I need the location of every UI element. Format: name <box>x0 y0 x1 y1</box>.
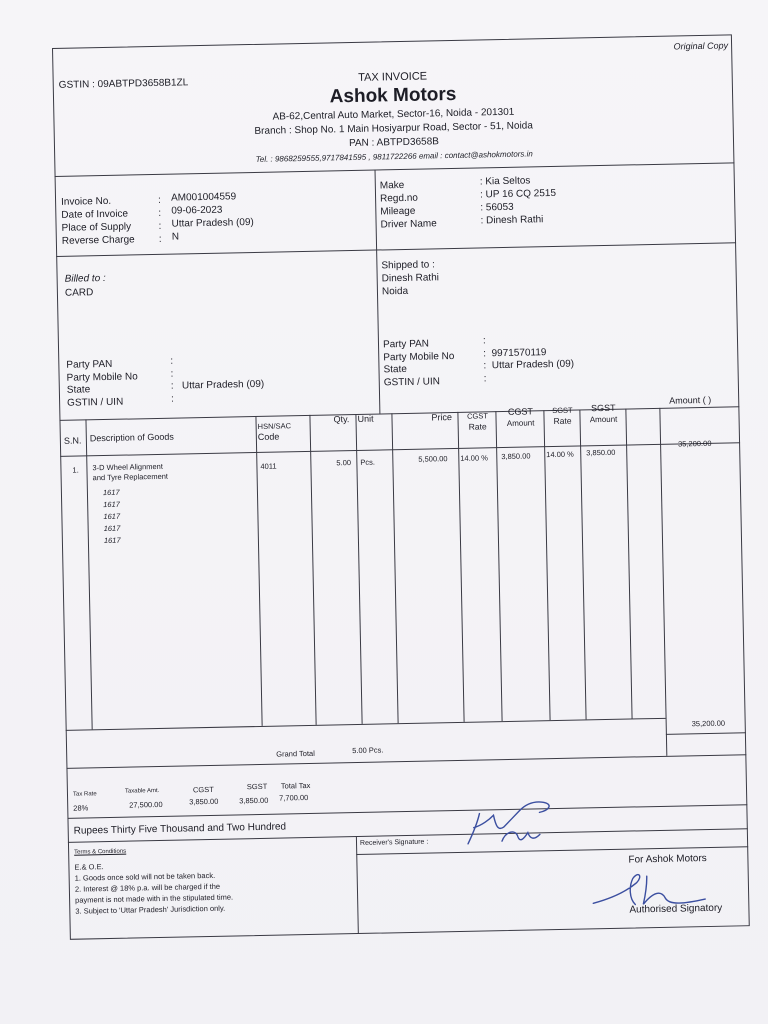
terms-heading: Terms & Conditions <box>74 848 127 856</box>
term-2a: 2. Interest @ 18% p.a. will be charged if the <box>74 881 221 894</box>
company-name: Ashok Motors <box>329 83 457 108</box>
header-unit: Unit <box>357 413 374 424</box>
tax-rate-header: Tax Rate <box>72 791 97 798</box>
shipped-gstin-label: GSTIN / UIN <box>383 375 441 388</box>
driver-name: Dinesh Rathi <box>486 214 544 227</box>
registration-number: UP 16 CQ 2515 <box>485 187 557 201</box>
header-sgst-rate-line2: Rate <box>553 415 572 427</box>
for-company: For Ashok Motors <box>628 853 707 866</box>
invoice-values <box>171 190 254 244</box>
shipped-mobile-label: Party Mobile No <box>383 350 455 363</box>
shipped-to <box>381 258 439 298</box>
shipped-party-values: : : 9971570119 : Uttar Pradesh (09) : <box>482 335 575 384</box>
term-3: 3. Subject to 'Uttar Pradesh' Jurisdiction only. <box>75 903 226 916</box>
invoice-date-label: Date of Invoice <box>61 208 129 221</box>
header-cgst-amount-line2: Amount <box>506 418 535 428</box>
row-codes <box>103 487 121 547</box>
subtotal-amount: 35,200.00 <box>691 718 726 729</box>
row-description <box>92 462 168 484</box>
term-1: 1. Goods once sold will not be taken back. <box>74 870 216 883</box>
row-code: 1617 <box>103 499 120 510</box>
row-code: 1617 <box>102 487 120 498</box>
taxable-amount: 27,500.00 <box>129 799 163 810</box>
header-cgst-amount-line1: CGST <box>507 406 533 417</box>
row-qty: 5.00 <box>336 458 352 468</box>
cgst-header: CGST <box>192 784 214 795</box>
row-code: 1617 <box>103 523 121 534</box>
billed-pan-label: Party PAN <box>66 358 113 371</box>
invoice-date: 09-06-2023 <box>171 204 223 217</box>
company-address: AB-62,Central Auto Market, Sector-16, Noida - 201301 <box>272 106 515 123</box>
row-cgst-amount: 3,850.00 <box>501 451 531 462</box>
tax-rate: 28% <box>73 803 89 813</box>
grand-total-qty: 5.00 Pcs. <box>352 745 384 756</box>
billed-to-label: Billed to : <box>64 272 106 285</box>
invoice-number-label: Invoice No. <box>60 195 112 208</box>
shipped-state: Uttar Pradesh (09) <box>491 358 575 372</box>
taxable-header: Taxable Amt. <box>124 787 160 795</box>
shipped-state-label: State <box>383 363 407 376</box>
reverse-charge: N <box>171 231 180 243</box>
header-sgst-amount-line2: Amount <box>589 414 618 425</box>
authorised-signatory: Authorised Signatory <box>629 902 723 916</box>
shipped-to-name: Dinesh Rathi <box>381 272 440 285</box>
billed-mobile-label: Party Mobile No <box>66 370 138 384</box>
header-cgst-rate-line2: Rate <box>468 421 487 432</box>
billed-to-name: CARD <box>64 287 94 299</box>
row-cgst-rate: 14.00 % <box>460 453 488 463</box>
terms-list <box>74 859 233 917</box>
invoice-number: AM001004559 <box>170 191 237 204</box>
company-branch: Branch : Shop No. 1 Main Hosiyarpur Road, Sector - 51, Noida <box>254 120 534 137</box>
row-sgst-amount: 3,850.00 <box>586 447 616 458</box>
header-price: Price <box>431 412 453 423</box>
document-title: TAX INVOICE <box>358 70 428 84</box>
shipped-pan-label: Party PAN <box>382 338 430 351</box>
row-description-line1: 3-D Wheel Alignment <box>92 461 163 473</box>
company-pan: PAN : ABTPD3658B <box>348 136 439 150</box>
tax-invoice <box>52 34 750 939</box>
billed-party-info <box>66 358 138 409</box>
reverse-charge-label: Reverse Charge <box>61 234 135 247</box>
shipped-to-city: Noida <box>381 285 409 298</box>
shipped-mobile: 9971570119 <box>491 346 547 359</box>
amount-in-words: Rupees Thirty Five Thousand and Two Hundred <box>73 821 287 837</box>
mileage: 56053 <box>485 201 514 214</box>
header-hsn-line1: HSN/SAC <box>257 421 292 431</box>
regd-label: Regd.no <box>379 192 419 205</box>
billed-gstin-label: GSTIN / UIN <box>67 396 124 409</box>
row-sgst-rate: 14.00 % <box>546 449 574 460</box>
grand-total-label: Grand Total <box>276 748 315 759</box>
header-sn: S.N. <box>63 435 82 446</box>
row-sn: 1. <box>72 465 79 475</box>
header-sgst-rate-line1: SGST <box>552 405 573 416</box>
shipped-party-info <box>383 338 455 389</box>
total-tax-header: Total Tax <box>280 780 311 791</box>
make-label: Make <box>379 179 405 192</box>
row-code: 1617 <box>103 535 121 546</box>
copy-label: Original Copy <box>673 40 729 52</box>
row-unit: Pcs. <box>360 457 376 467</box>
header-hsn-line2: Code <box>257 431 280 442</box>
receiver-signature <box>459 790 570 852</box>
place-of-supply-label: Place of Supply <box>61 221 132 234</box>
cgst-total: 3,850.00 <box>189 796 219 807</box>
company-contact: Tel. : 9868259555,9717841595 , 9811722266 email : contact@ashokmotors.in <box>255 149 533 164</box>
billed-state-label: State <box>66 384 91 396</box>
row-description-line2: and Tyre Replacement <box>92 471 169 483</box>
vehicle-make: Kia Seltos <box>485 175 531 188</box>
header-cgst-amount <box>497 406 543 429</box>
place-of-supply: Uttar Pradesh (09) <box>171 216 254 230</box>
terms-eoe: E.& O.E. <box>74 862 104 872</box>
sgst-total: 3,850.00 <box>239 795 269 806</box>
header-cgst-rate <box>459 411 495 432</box>
row-amount: 35,200.00 <box>677 438 712 449</box>
invoice-colons: : : : : <box>157 194 162 245</box>
term-2b: payment is not made with in the stipulated time. <box>75 892 234 905</box>
mileage-label: Mileage <box>380 205 416 218</box>
sgst-header: SGST <box>246 781 268 792</box>
vehicle-details <box>380 178 437 231</box>
shipped-to-label: Shipped to : <box>381 259 435 272</box>
header-description: Description of Goods <box>89 431 174 444</box>
header-cgst-rate-line1: CGST <box>466 411 488 421</box>
header-sgst-rate <box>545 405 579 426</box>
row-code: 1617 <box>103 511 121 522</box>
gstin-number: GSTIN : 09ABTPD3658B1ZL <box>58 77 189 91</box>
billed-state: Uttar Pradesh (09) <box>181 378 265 392</box>
header-amount: Amount ( ) <box>669 394 712 406</box>
header-qty: Qty. <box>333 414 350 425</box>
header-sgst-amount <box>581 403 625 426</box>
total-tax: 7,700.00 <box>279 793 309 803</box>
receiver-signature-label: Receiver's Signature : <box>359 838 429 847</box>
row-hsn: 4011 <box>260 461 277 471</box>
header-hsn <box>258 421 292 442</box>
row-price: 5,500.00 <box>418 454 448 464</box>
invoice-details <box>61 194 135 247</box>
billed-party-values: : : : Uttar Pradesh (09) : <box>170 355 265 405</box>
header-sgst-amount-line1: SGST <box>590 402 616 414</box>
vehicle-values: : Kia Seltos : UP 16 CQ 2515 : 56053 : Dinesh Rathi <box>479 175 557 227</box>
driver-label: Driver Name <box>380 218 437 231</box>
